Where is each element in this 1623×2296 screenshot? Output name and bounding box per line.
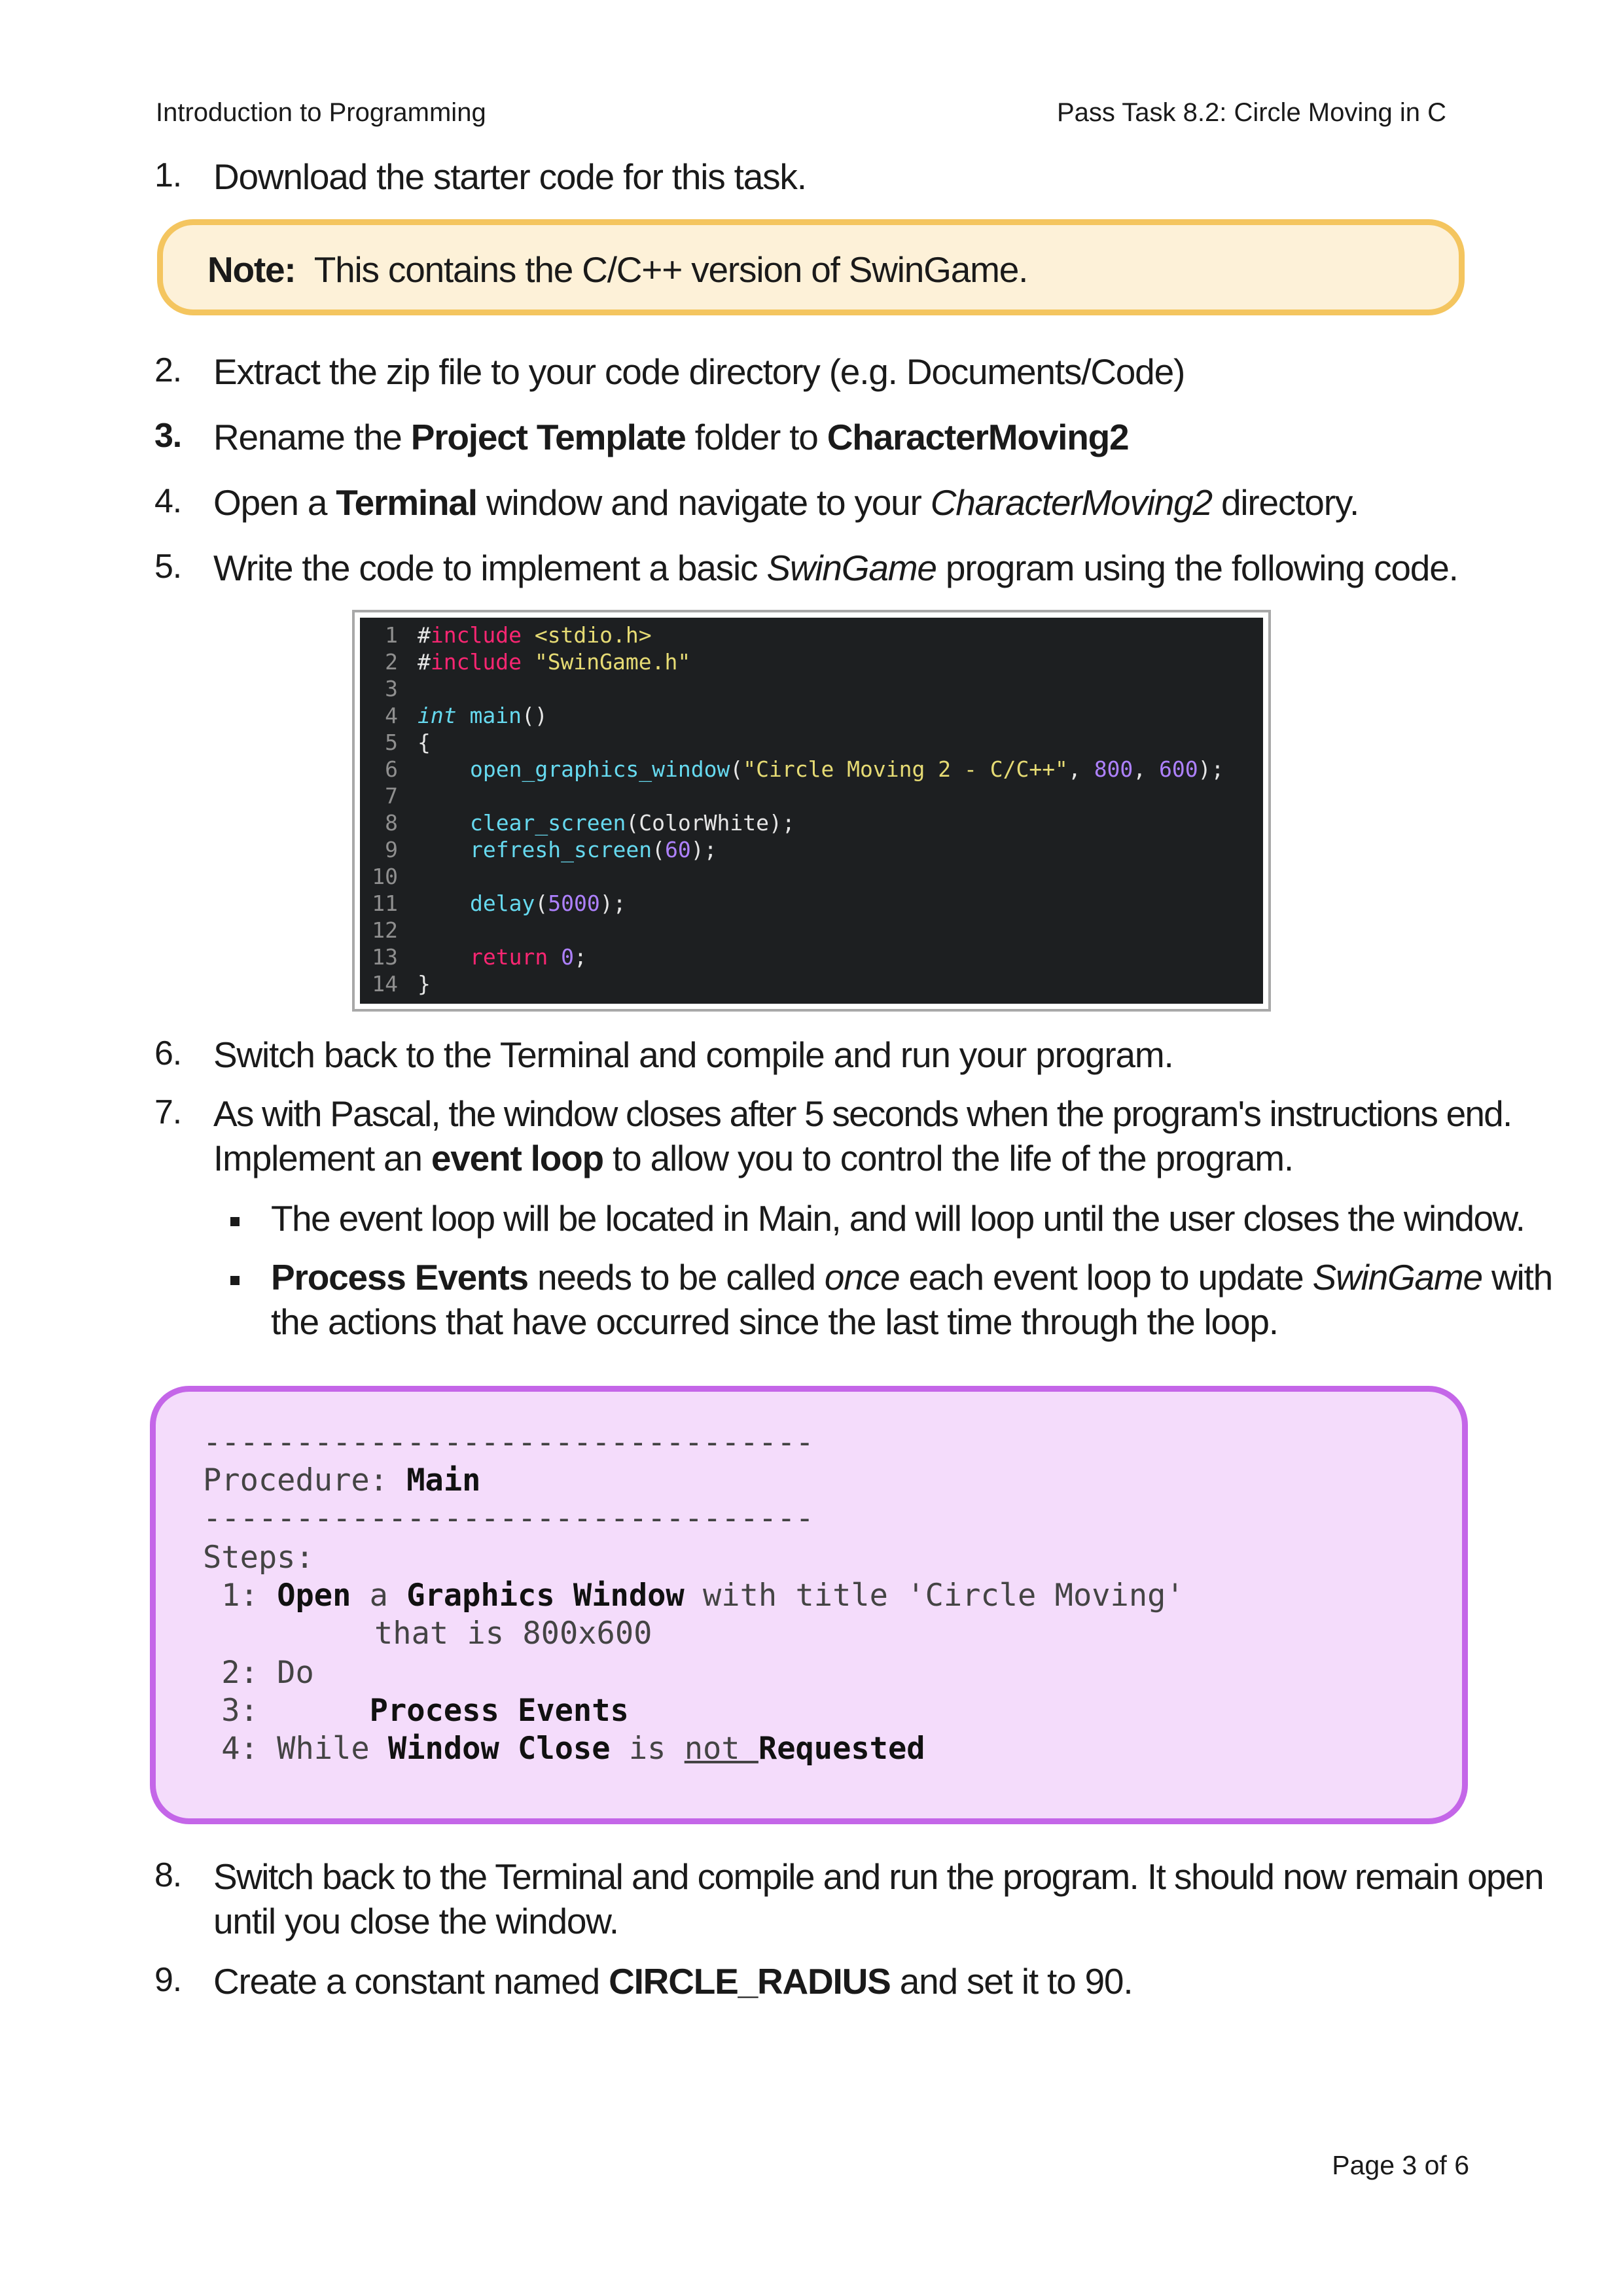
text-run: Process Events	[369, 1693, 629, 1729]
swingame-term: SwinGame	[1312, 1257, 1482, 1298]
step-text	[213, 482, 1359, 523]
text-run: a	[351, 1578, 407, 1614]
code-token: ,	[1133, 756, 1160, 782]
code-token: include	[430, 649, 522, 675]
project-template-term: Project Template	[410, 417, 686, 457]
code-line	[360, 622, 652, 648]
code-token: open_graphics_window	[470, 756, 730, 782]
step-number: 4.	[154, 482, 181, 520]
pseudocode-step	[203, 1731, 925, 1767]
text-run: Implement an	[213, 1138, 431, 1178]
text-run: Procedure:	[203, 1462, 407, 1498]
event-loop-term: event loop	[431, 1138, 603, 1178]
code-token: }	[418, 971, 431, 997]
step-number: 7.	[154, 1093, 181, 1131]
code-token: 5000	[548, 891, 600, 916]
pseudocode-step-continued: that is 800x600	[374, 1616, 652, 1651]
constant-name-term: CIRCLE_RADIUS	[609, 1961, 891, 2002]
step-text: Download the starter code for this task.	[213, 156, 806, 197]
pseudocode-step	[203, 1578, 1185, 1614]
once-term: once	[824, 1257, 900, 1298]
text-run: window and navigate to your	[476, 482, 931, 523]
code-token: "Circle Moving 2 - C/C++"	[743, 756, 1068, 782]
pseudocode-box	[150, 1386, 1468, 1824]
code-token: );	[599, 891, 626, 916]
pseudocode-rule: ---------------------------------	[203, 1424, 814, 1460]
process-events-term: Process Events	[271, 1257, 528, 1298]
code-token: ,	[1067, 756, 1094, 782]
procedure-name: Main	[406, 1462, 481, 1498]
step-number: 2.	[154, 351, 181, 389]
bullet-text	[271, 1256, 1552, 1298]
text-run: is	[610, 1731, 685, 1767]
code-token: {	[418, 730, 431, 755]
text-run: each event loop to update	[899, 1257, 1313, 1298]
pseudocode-step: 2: Do	[203, 1655, 314, 1691]
step-number: 1.	[154, 156, 181, 194]
step-number: 8.	[154, 1856, 181, 1894]
step-text: Switch back to the Terminal and compile and run the program. It should now remain open	[213, 1856, 1544, 1897]
text-run: 'Circle Moving'	[906, 1578, 1185, 1614]
step-text	[213, 1137, 1293, 1179]
note-text	[207, 249, 1027, 291]
step-number: 3.	[154, 417, 181, 455]
code-token	[548, 944, 561, 970]
code-token: #	[418, 649, 431, 675]
bullet-marker	[230, 1276, 240, 1285]
note-box	[157, 219, 1465, 315]
line-number: 13	[372, 944, 398, 970]
bullet-marker	[230, 1217, 240, 1226]
code-token: );	[690, 837, 717, 862]
code-token: int	[418, 703, 457, 728]
text-run: Write the code to implement a basic	[213, 548, 767, 588]
text-run: to allow you to control the life of the program.	[603, 1138, 1293, 1178]
code-line	[360, 970, 431, 997]
code-token: 60	[665, 837, 691, 862]
text-run: Rename the	[213, 417, 411, 457]
line-number: 12	[372, 917, 398, 943]
bullet-text: The event loop will be located in Main, and will loop until the user closes the window.	[271, 1198, 1525, 1239]
code-token: refresh_screen	[470, 837, 652, 862]
line-number: 1	[385, 622, 398, 648]
text-run: Create a constant named	[213, 1961, 609, 2002]
code-line	[360, 756, 1224, 783]
code-line	[360, 890, 626, 917]
text-run: with title	[684, 1578, 907, 1614]
code-line	[360, 702, 548, 729]
code-token: #	[418, 622, 431, 648]
code-token: (ColorWhite);	[626, 810, 795, 836]
code-token: (	[730, 756, 743, 782]
text-run: not	[684, 1731, 758, 1767]
folder-name-term: CharacterMoving2	[827, 417, 1129, 457]
text-run: Open	[277, 1578, 351, 1614]
pseudocode-step	[203, 1693, 629, 1729]
code-token: ()	[521, 703, 548, 728]
code-token: );	[1198, 756, 1224, 782]
step-number: 5.	[154, 548, 181, 586]
pseudocode-steps-label: Steps:	[203, 1540, 314, 1576]
text-run: Window Close	[387, 1731, 611, 1767]
step-text: Extract the zip file to your code directory (e.g. Documents/Code)	[213, 351, 1185, 392]
code-line	[360, 863, 398, 890]
code-token: ;	[573, 944, 587, 970]
line-number: 6	[385, 756, 398, 782]
line-number: 8	[385, 810, 398, 836]
terminal-term: Terminal	[336, 482, 477, 523]
code-line	[360, 648, 690, 675]
code-token: delay	[470, 891, 535, 916]
text-run: 1:	[203, 1578, 277, 1614]
code-token: clear_screen	[470, 810, 626, 836]
header-task-title: Pass Task 8.2: Circle Moving in C	[1056, 98, 1446, 127]
pseudocode-rule: ---------------------------------	[203, 1500, 814, 1536]
swingame-term: SwinGame	[766, 548, 936, 588]
text-run: and set it to 90.	[890, 1961, 1133, 2002]
line-number: 4	[385, 703, 398, 728]
header-course-title: Introduction to Programming	[156, 98, 486, 127]
text-run: 4: While	[203, 1731, 388, 1767]
step-text: As with Pascal, the window closes after 5 seconds when the program's instructions end.	[213, 1093, 1512, 1134]
line-number: 5	[385, 730, 398, 755]
line-number: 10	[372, 864, 398, 889]
code-line	[360, 917, 398, 944]
code-token: main	[456, 703, 522, 728]
text-run: Requested	[758, 1731, 925, 1767]
text-run: directory.	[1211, 482, 1359, 523]
step-text	[213, 547, 1458, 589]
bullet-text: the actions that have occurred since the last time through the loop.	[271, 1301, 1278, 1342]
code-token: 0	[561, 944, 574, 970]
code-editor	[360, 618, 1263, 1004]
step-text: until you close the window.	[213, 1901, 618, 1941]
step-number: 9.	[154, 1961, 181, 1999]
line-number: 9	[385, 837, 398, 862]
directory-name-term: CharacterMoving2	[930, 482, 1212, 523]
code-line	[360, 675, 398, 702]
step-number: 6.	[154, 1034, 181, 1072]
code-line	[360, 809, 795, 836]
code-token: (	[652, 837, 666, 862]
code-token: <stdio.h>	[521, 622, 652, 648]
text-run: needs to be called	[527, 1257, 825, 1298]
note-label: Note:	[207, 249, 296, 290]
code-token: return	[470, 944, 548, 970]
line-number: 7	[385, 783, 398, 809]
text-run: folder to	[685, 417, 827, 457]
pseudocode-procedure	[203, 1462, 480, 1498]
code-token: 800	[1094, 756, 1133, 782]
line-number: 11	[372, 891, 398, 916]
code-token: 600	[1159, 756, 1198, 782]
page-number: Page 3 of 6	[1332, 2150, 1469, 2180]
line-number: 14	[372, 971, 398, 997]
step-text: Switch back to the Terminal and compile and run your program.	[213, 1034, 1173, 1075]
line-number: 3	[385, 676, 398, 701]
code-line	[360, 836, 717, 863]
code-line	[360, 944, 587, 970]
text-run: program using the following code.	[936, 548, 1458, 588]
text-run: Open a	[213, 482, 336, 523]
code-line	[360, 729, 431, 756]
step-text	[213, 1960, 1132, 2002]
line-number: 2	[385, 649, 398, 675]
code-line	[360, 783, 398, 809]
step-text	[213, 416, 1128, 458]
code-token: "SwinGame.h"	[521, 649, 691, 675]
text-run: with	[1482, 1257, 1553, 1298]
text-run: 3:	[203, 1693, 370, 1729]
text-run: Graphics Window	[406, 1578, 685, 1614]
note-body: This contains the C/C++ version of SwinGame.	[313, 249, 1028, 290]
code-token: include	[430, 622, 522, 648]
code-screenshot	[352, 610, 1271, 1012]
code-token: (	[535, 891, 548, 916]
